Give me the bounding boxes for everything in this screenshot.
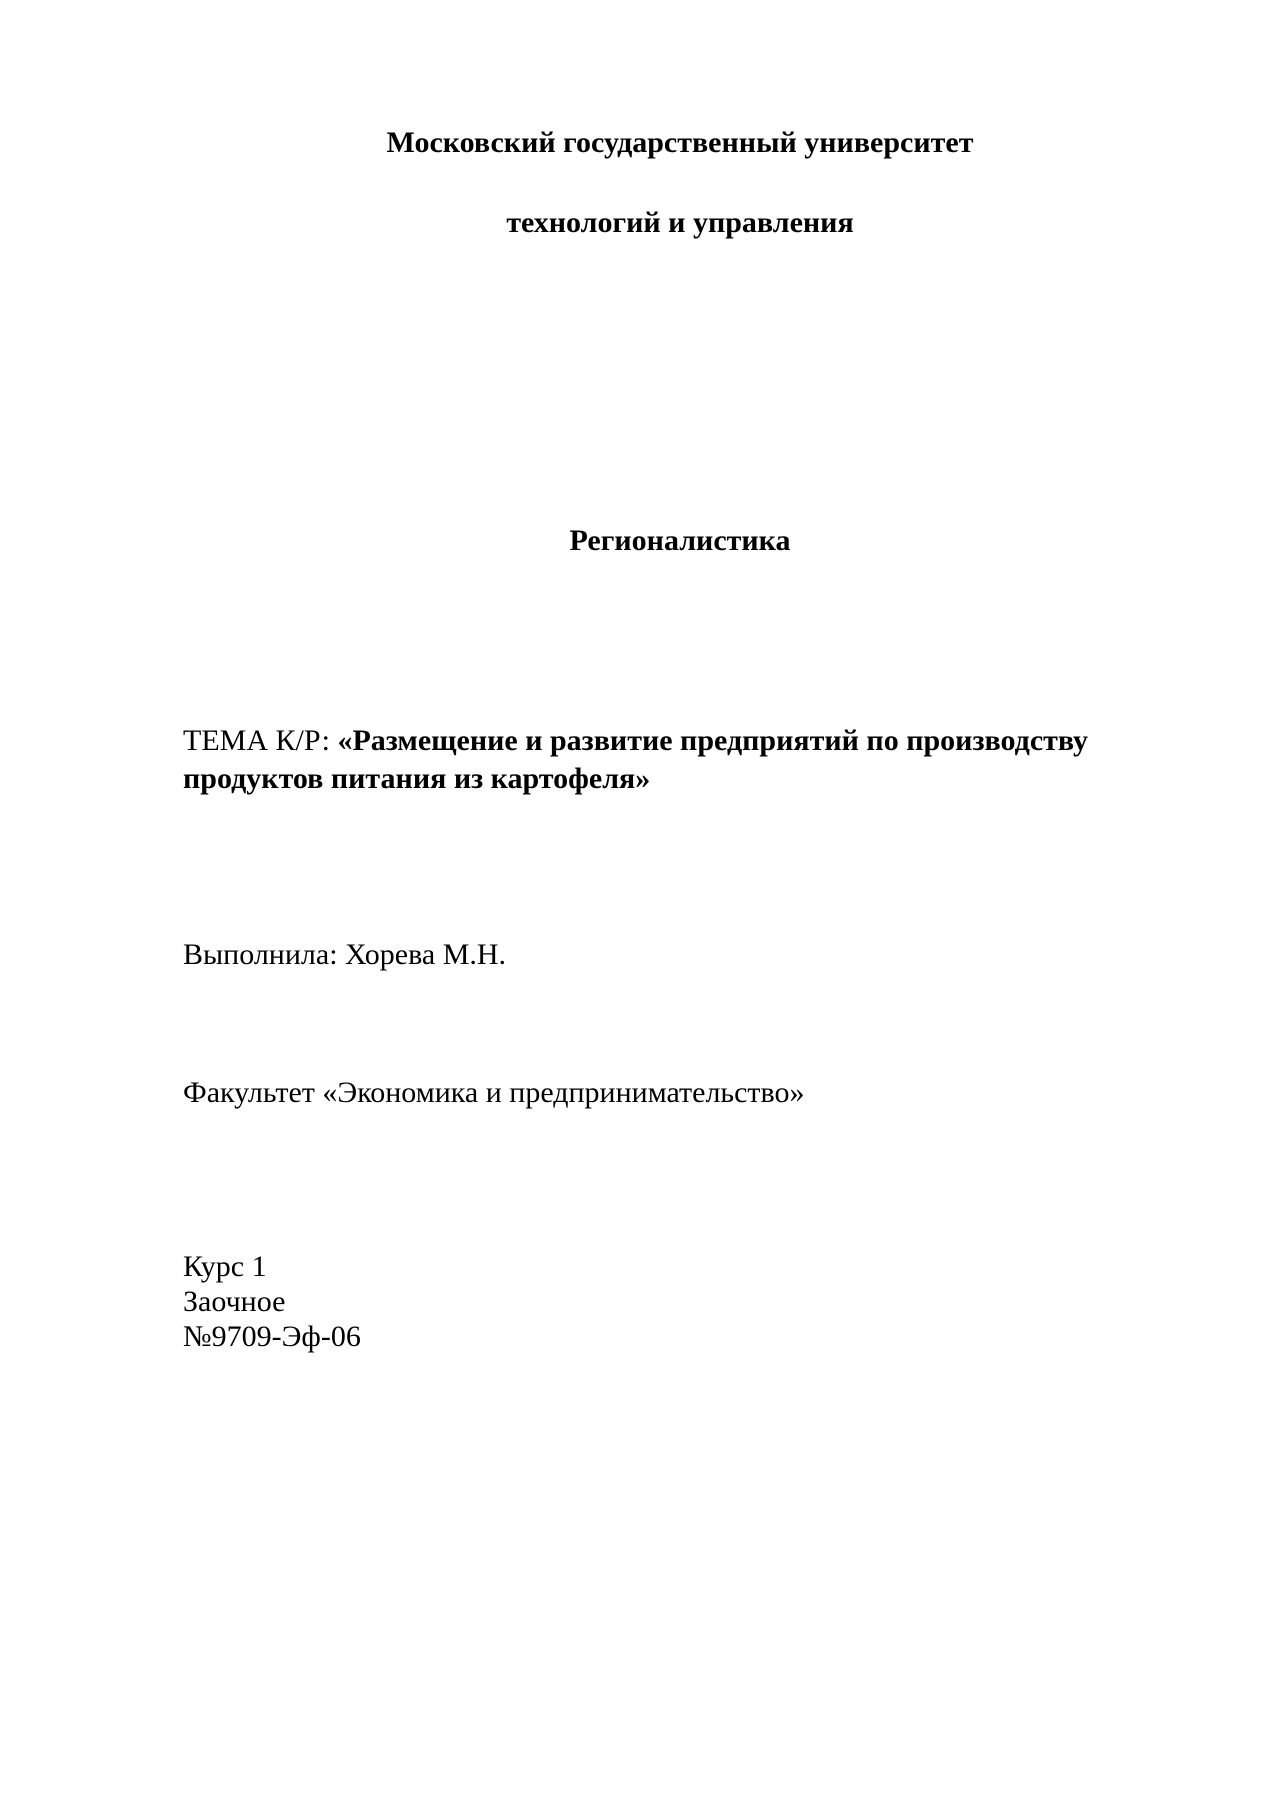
topic-title-part-1: «Размещение и развитие предприятий по производству <box>337 724 1089 757</box>
group-number: №9709-Эф-06 <box>183 1320 361 1353</box>
topic-prefix: ТЕМА К/Р: <box>183 724 338 757</box>
subject-title: Регионалистика <box>569 524 791 557</box>
coursework-topic <box>183 722 1088 798</box>
university-name-line-2: технологий и управления <box>506 206 854 239</box>
author: Выполнила: Хорева М.Н. <box>183 938 507 971</box>
topic-title-part-2: продуктов питания из картофеля» <box>183 762 651 795</box>
study-form: Заочное <box>183 1285 286 1318</box>
university-name-line-1: Московский государственный университет <box>386 126 974 159</box>
topic-line-1 <box>183 722 1088 760</box>
faculty: Факультет «Экономика и предпринимательство» <box>183 1076 805 1109</box>
course: Курс 1 <box>183 1250 267 1283</box>
